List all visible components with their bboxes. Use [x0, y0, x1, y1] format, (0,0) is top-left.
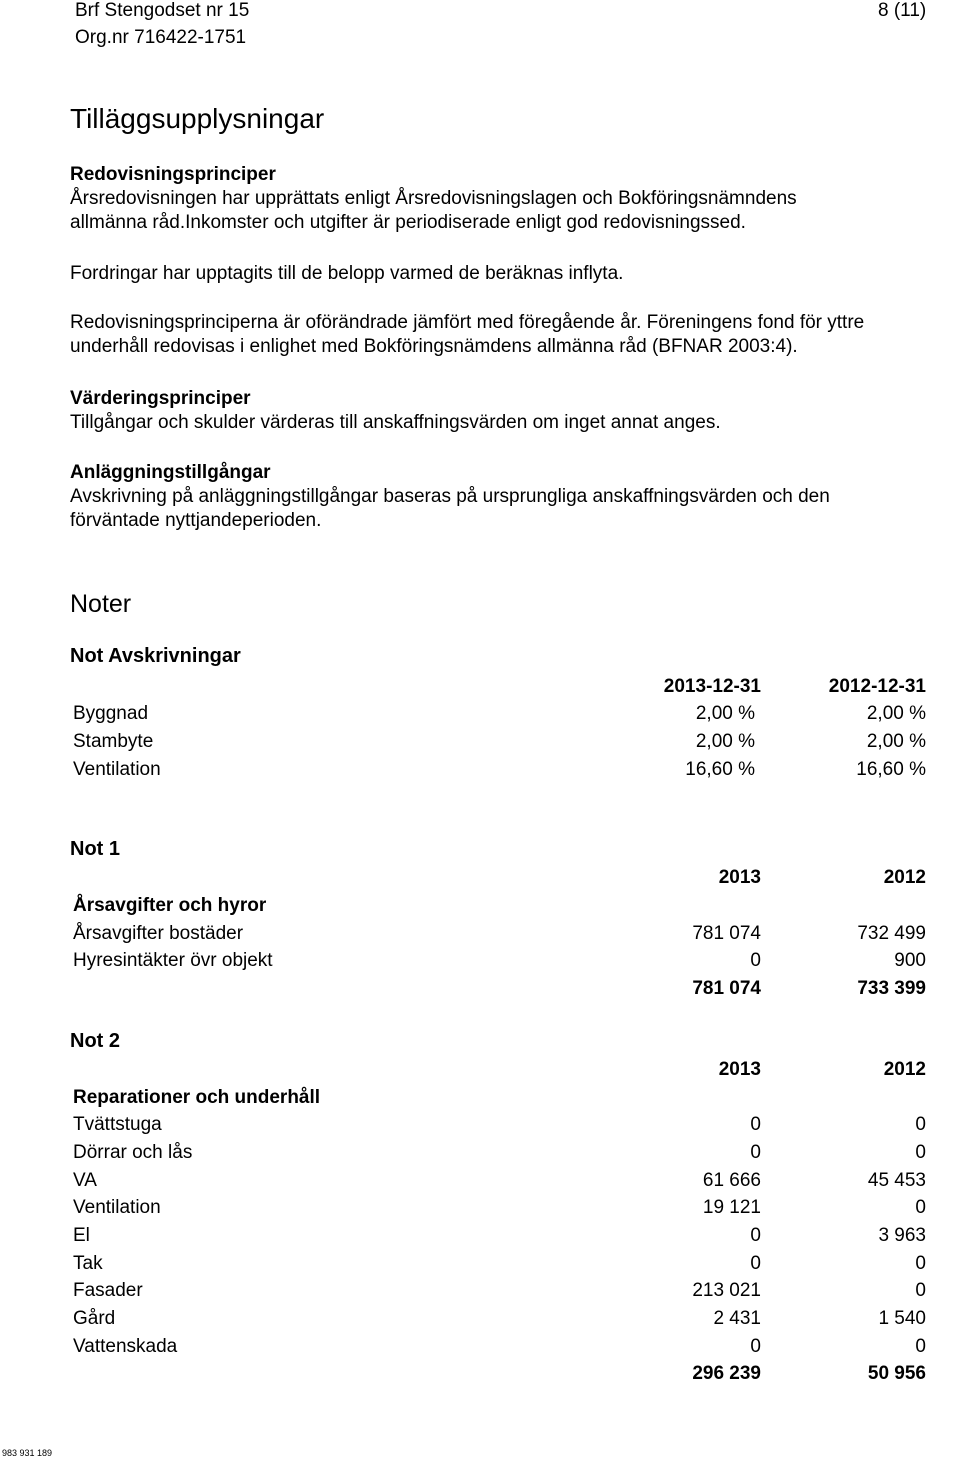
not2-group-row [73, 1087, 926, 1113]
not-avskrivningar-title: Not Avskrivningar [70, 645, 241, 667]
row-value-2012: 0 [915, 1114, 926, 1135]
table-row [73, 923, 926, 949]
not1-total-2013: 781 074 [692, 978, 761, 999]
row-label: Dörrar och lås [73, 1142, 193, 1163]
anlaggning-section [70, 461, 960, 533]
row-value-2012: 2,00 % [866, 703, 926, 724]
not1-col2-header: 2012 [883, 867, 926, 888]
row-label: Tvättstuga [73, 1114, 162, 1135]
not1-total-2012: 733 399 [857, 978, 926, 999]
row-label: Fasader [73, 1280, 143, 1301]
row-value-2012: 1 540 [878, 1308, 926, 1329]
not1-title: Not 1 [70, 838, 120, 860]
row-value-2013: 2,00 % [695, 731, 755, 752]
principer-line-2: underhåll redovisas i enlighet med Bokföringsnämdens allmänna råd (BFNAR 2003:4). [70, 336, 798, 357]
row-value-2013: 0 [750, 1142, 761, 1163]
redovisning-line-2: allmänna råd.Inkomster och utgifter är periodiserade enligt god redovisningssed. [70, 212, 746, 233]
row-value-2012: 0 [915, 1197, 926, 1218]
row-value-2013: 0 [750, 1114, 761, 1135]
anlaggning-heading: Anläggningstillgångar [70, 462, 271, 483]
not2-total-2013: 296 239 [692, 1363, 761, 1384]
row-label: Årsavgifter bostäder [73, 923, 244, 944]
not1-total-row [73, 978, 926, 1004]
table-row [73, 1114, 926, 1140]
not1-group-row [73, 895, 926, 921]
row-value-2013: 16,60 % [685, 759, 755, 780]
row-value-2013: 61 666 [702, 1170, 761, 1191]
row-label: Byggnad [73, 703, 149, 724]
row-value-2013: 0 [750, 950, 761, 971]
vardering-section [70, 387, 960, 435]
org-name: Brf Stengodset nr 15 [75, 0, 250, 21]
not2-col2-header: 2012 [883, 1059, 926, 1080]
not2-title: Not 2 [70, 1030, 120, 1052]
row-value-2013: 0 [750, 1225, 761, 1246]
row-value-2013: 0 [750, 1253, 761, 1274]
fordringar-paragraph: Fordringar har upptagits till de belopp varmed de beräknas inflyta. [70, 263, 624, 284]
not1-group-label: Årsavgifter och hyror [73, 895, 267, 916]
table-row [73, 1280, 926, 1306]
table-row [73, 731, 926, 757]
row-value-2012: 2,00 % [866, 731, 926, 752]
principer-paragraph [70, 311, 960, 359]
not2-group-label: Reparationer och underhåll [73, 1087, 321, 1108]
principer-line-1: Redovisningsprinciperna är oförändrade jämfört med föregående år. Föreningens fond för yttre [70, 312, 865, 333]
table-row [73, 1170, 926, 1196]
anlaggning-line-2: förväntade nyttjandeperioden. [70, 510, 322, 531]
not2-total-2012: 50 956 [867, 1363, 926, 1384]
table-row [73, 1225, 926, 1251]
noter-title: Noter [70, 590, 132, 618]
row-label: VA [73, 1170, 97, 1191]
table-row [73, 759, 926, 785]
vardering-heading: Värderingsprinciper [70, 388, 251, 409]
avskrivningar-header-row [73, 676, 926, 702]
row-value-2013: 0 [750, 1336, 761, 1357]
table-row [73, 703, 926, 729]
not2-total-row [73, 1363, 926, 1389]
row-value-2012: 0 [915, 1336, 926, 1357]
row-value-2013: 781 074 [692, 923, 761, 944]
table-row [73, 1197, 926, 1223]
table-row [73, 950, 926, 976]
table-row [73, 1336, 926, 1362]
row-value-2013: 2 431 [713, 1308, 761, 1329]
row-label: Hyresintäkter övr objekt [73, 950, 273, 971]
avskrivningar-col2-header: 2012-12-31 [828, 676, 926, 697]
redovisning-section [70, 163, 960, 235]
page-title: Tilläggsupplysningar [70, 103, 325, 134]
not1-header-row [73, 867, 926, 893]
row-label: Gård [73, 1308, 116, 1329]
row-value-2013: 19 121 [702, 1197, 761, 1218]
row-value-2012: 732 499 [857, 923, 926, 944]
avskrivningar-col1-header: 2013-12-31 [663, 676, 761, 697]
row-label: Stambyte [73, 731, 154, 752]
row-label: Ventilation [73, 759, 161, 780]
org-number: Org.nr 716422-1751 [75, 27, 247, 48]
redovisning-line-1: Årsredovisningen har upprättats enligt Årsredovisningslagen och Bokföringsnämndens [70, 188, 797, 209]
table-row [73, 1142, 926, 1168]
not2-col1-header: 2013 [718, 1059, 761, 1080]
table-row [73, 1308, 926, 1334]
row-value-2012: 900 [894, 950, 926, 971]
row-value-2012: 3 963 [878, 1225, 926, 1246]
table-row [73, 1253, 926, 1279]
not1-col1-header: 2013 [718, 867, 761, 888]
row-value-2013: 2,00 % [695, 703, 755, 724]
page-number: 8 (11) [878, 0, 927, 21]
row-value-2012: 16,60 % [856, 759, 926, 780]
row-label: Tak [73, 1253, 103, 1274]
row-value-2013: 213 021 [692, 1280, 761, 1301]
document-id: 983 931 189 [2, 1448, 53, 1458]
vardering-text: Tillgångar och skulder värderas till anskaffningsvärden om inget annat anges. [70, 412, 721, 433]
row-value-2012: 0 [915, 1142, 926, 1163]
row-value-2012: 0 [915, 1253, 926, 1274]
row-label: Ventilation [73, 1197, 161, 1218]
not2-header-row [73, 1059, 926, 1085]
redovisning-heading: Redovisningsprinciper [70, 164, 276, 185]
row-value-2012: 45 453 [867, 1170, 926, 1191]
row-value-2012: 0 [915, 1280, 926, 1301]
row-label: El [73, 1225, 90, 1246]
anlaggning-line-1: Avskrivning på anläggningstillgångar baseras på ursprungliga anskaffningsvärden och den [70, 486, 830, 507]
row-label: Vattenskada [73, 1336, 178, 1357]
